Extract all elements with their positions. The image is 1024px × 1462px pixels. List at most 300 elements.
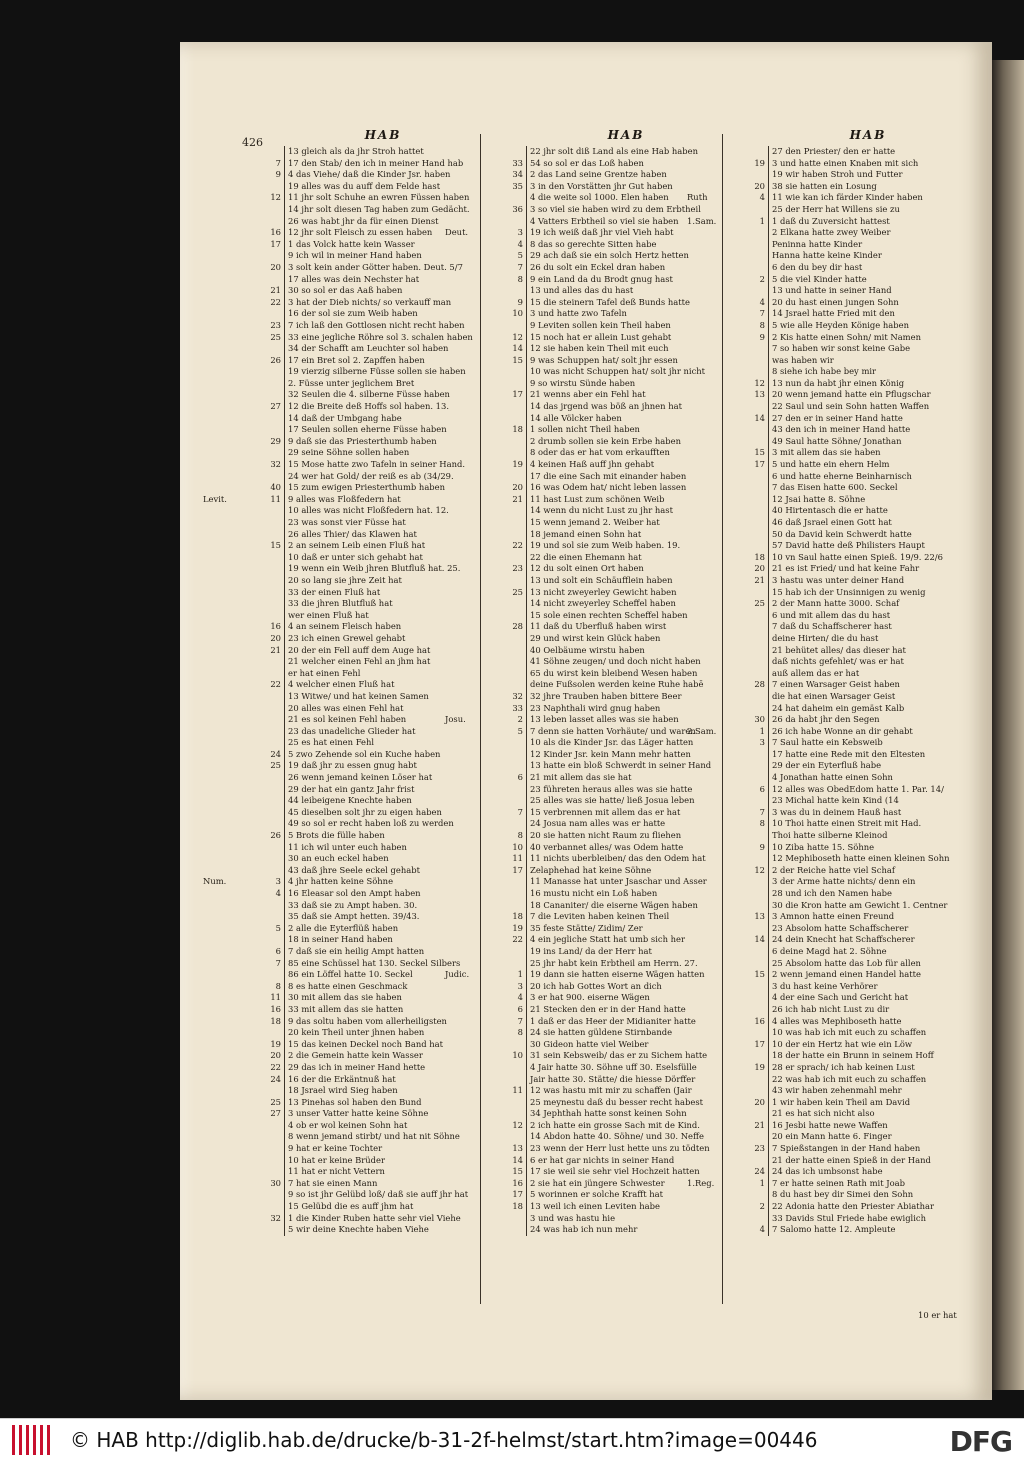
entry-text: 12 Mephiboseth hatte einen kleinen Sohn [772,853,950,864]
entry-text: 20 wenn jemand hatte ein Pflugschar [772,389,931,400]
entry-text: 23 Naphthali wird gnug haben [530,702,661,713]
entry-text: 11 wie kan ich färder Kinder haben [772,192,923,203]
chapter-number: 16 [512,1177,523,1188]
entry-text: 17 sie weil sie sehr viel Hochzeit hatten [530,1166,700,1177]
entry-text: 10 was hab ich mit euch zu schaffen [772,1027,927,1038]
entry-text: 22 die einen Ehemann hat [530,551,642,562]
entry-text: deine Fußsolen werden keine Ruhe habē [530,679,704,690]
entry-row [270,261,482,274]
entry-row [759,806,968,819]
entry-row [769,343,968,355]
entry-text: 14 Jsrael hatte Fried mit den [772,308,895,319]
entry-row [285,818,482,830]
entry-row [527,946,726,958]
entry-row [270,354,482,367]
entry-row [769,749,968,761]
entry-text: 10 vn Saul hatte einen Spieß. 19/9. 22/6 [772,551,943,562]
entry-text: 2 an seinem Leib einen Fluß hat [288,540,426,551]
entry-row [285,900,482,912]
entry-row [285,703,482,715]
entry-text: 12 Kinder Jsr. kein Mann mehr hatten [530,748,691,759]
entry-text: 29 seine Söhne sollen haben [288,447,410,458]
entry-text: 8 wenn jemand stirbt/ und hat nit Söhne [288,1131,460,1142]
entry-text: 4 Jonathan hatte einen Sohn [772,772,893,783]
entry-text: 13 und alles das du hast [530,285,634,296]
entry-list [687,146,968,1236]
chapter-number: 7 [275,157,281,168]
chapter-number: 3 [517,980,523,991]
entry-text: 5 und hatte ein ehern Helm [772,459,890,470]
chapter-number: 25 [270,760,281,771]
chapter-number: 14 [512,1154,523,1165]
entry-text: 35 daß sie Ampt hetten. 39/43. [288,911,420,922]
entry-text: die hat einen Warsager Geist [772,690,896,701]
entry-row [275,957,482,970]
entry-text: 23 wenn der Herr lust hette uns zu tödten [530,1143,710,1154]
entry-row [759,319,968,332]
entry-text: 1 daß er das Heer der Midianiter hatte [530,1015,696,1026]
entry-row [754,864,968,877]
entry-text: 6 er hat gar nichts in seiner Hand [530,1154,675,1165]
entry-row [759,841,968,854]
entry-text: 9 ich wil in meiner Hand haben [288,250,422,261]
chapter-number: 22 [270,1061,281,1072]
chapter-number: 20 [270,261,281,272]
entry-row [512,169,726,181]
entry-row [270,1003,482,1016]
chapter-number: 22 [512,540,523,551]
entry-row [517,261,726,274]
entry-text: 9 so wirstu Sünde haben [530,377,636,388]
entry-text: 5 worinnen er solche Krafft hat [530,1189,664,1200]
entry-text: 34 der Schafft am Leuchter sol haben [288,343,449,354]
entry-row [759,273,968,286]
chapter-number: 21 [512,493,523,504]
entry-text: 14 daß der Umbgang habe [288,412,402,423]
entry-text: 3 mit allem das sie haben [772,447,881,458]
entry-row [270,1096,482,1109]
chapter-number: 11 [270,493,281,504]
entry-text: 1 wir haben kein Theil am David [772,1096,911,1107]
entry-row [754,598,968,610]
entry-row [527,1097,726,1109]
entry-text: 21 es hat sich nicht also [772,1108,875,1119]
entry-row [687,725,968,738]
entry-text: 12 alles was ObedEdom hatte 1. Par. 14/ [772,783,944,794]
chapter-number: 17 [270,238,281,249]
entry-text: 4 das Viehe/ daß die Kinder Jsr. haben [288,169,451,180]
entry-text: 3 der Arme hatte nichts/ denn ein [772,876,916,887]
entry-row [769,169,968,181]
entry-text: 26 ich hab nicht Lust zu dir [772,1003,890,1014]
entry-row [687,192,968,204]
entry-row [527,749,726,761]
chapter-number: 12 [754,377,765,388]
entry-text: 15 Mose hatte zwo Tafeln in seiner Hand. [288,459,465,470]
entry-row [754,447,968,459]
chapter-number: 32 [512,690,523,701]
entry-row [270,238,482,251]
entry-text: 43 wir haben zehenmahl mehr [772,1085,902,1096]
entry-list [203,146,482,1236]
entry-row [527,1213,726,1225]
entry-row [512,621,726,633]
entry-text: 28 und ich den Namen habe [772,888,892,898]
entry-text: 16 der die Erkäntnuß hat [288,1073,396,1084]
chapter-number: 24 [270,1073,281,1084]
entry-row [769,772,968,784]
entry-text: 65 du wirst kein bleibend Wesen haben [530,667,698,678]
entry-text: wer einen Fluß hat [288,609,369,620]
entry-text: 40 Oelbäume wirstu haben [530,644,645,655]
entry-row [527,447,726,459]
chapter-number: 5 [517,250,523,261]
entry-text: 14 das jrgend was böß an jhnen hat [530,401,682,412]
entry-row [512,308,726,320]
entry-text: 8 siehe ich habe bey mir [772,366,877,377]
chapter-number: 24 [754,1166,765,1177]
entry-text: 86 ein Löffel hatte 10. Seckel [288,969,413,980]
entry-row [512,1143,726,1155]
entry-text: 11 hat er nicht Vettern [288,1166,385,1177]
entry-row [754,377,968,390]
entry-row [527,320,726,332]
book-abbrev: Levit. [203,493,227,504]
entry-text: 1 die Kinder Ruben hatte sehr viel Viehe [288,1212,461,1223]
entry-text: 14 nicht zweyerley Scheffel haben [530,598,676,609]
entry-row [285,807,482,819]
entry-row [512,343,726,355]
entry-row [769,795,968,807]
entry-text: 21 mit allem das sie hat [530,772,632,783]
entry-text: 13 hatte ein bloß Schwerdt in seiner Hand [530,760,712,771]
entry-text: 17 die eine Sach mit einander haben [530,470,687,481]
entry-row [769,250,968,262]
entry-row [512,1166,726,1178]
entry-text: 33 Davids Stul Friede habe ewiglich [772,1212,926,1223]
entry-row [754,679,968,691]
entry-row [754,1015,968,1028]
entry-text: 3 und hatte einen Knaben mit sich [772,157,919,168]
entry-text: 10 als die Kinder Jsr. das Läger hatten [530,737,694,748]
entry-text: 31 sein Kebsweib/ das er zu Sichem hatte [530,1050,708,1061]
entry-text: 20 ich hab Gottes Wort an dich [530,980,662,991]
chapter-number: 5 [275,922,281,933]
entry-text: 6 und mit allem das du hast [772,609,891,620]
entry-text: 40 verbannet alles/ was Odem hatte [530,841,684,852]
entry-text: 44 leibeigene Knechte haben [288,795,412,806]
entry-row [285,250,482,262]
entry-text: 7 Saul hatte ein Kebsweib [772,737,883,748]
chapter-number: 18 [512,911,523,922]
entry-text: 38 sie hatten ein Losung [772,180,877,191]
chapter-number: 7 [759,308,765,319]
chapter-number: 16 [270,1003,281,1014]
chapter-number: 33 [512,157,523,168]
entry-text: 13 gleich als da jhr Stroh hattet [288,146,424,156]
entry-row [275,922,482,935]
entry-text: 21 es ist Fried/ und hat keine Fahr [772,563,920,574]
entry-text: 14 Abdon hatte 40. Söhne/ und 30. Neffe [530,1131,704,1142]
entry-row [754,180,968,193]
entry-text: 30 Gideon hatte viel Weiber [530,1038,649,1049]
chapter-number: 25 [754,598,765,609]
entry-text: 26 du solt ein Eckel dran haben [530,261,666,272]
chapter-number: 6 [517,772,523,783]
entry-text: 20 ein Mann hatte 6. Finger [772,1131,892,1142]
entry-text: 25 alles was sie hatte/ ließ Josua leben [530,795,695,806]
entry-text: 17 den Stab/ den ich in meiner Hand hab [288,157,464,168]
entry-row [769,471,968,483]
entry-text: 2 alle die Eyterflüß haben [288,922,399,933]
entry-text: 29 und wirst kein Glück haben [530,632,661,643]
entry-row [285,1166,482,1178]
entry-text: 22 was hab ich mit euch zu schaffen [772,1073,927,1084]
entry-text: 4 ob er wol keinen Sohn hat [288,1119,408,1130]
entry-text: 7 so haben wir sonst keine Gabe [772,343,911,354]
entry-row [527,876,726,888]
entry-row [527,645,726,657]
chapter-number: 40 [270,482,281,493]
entry-row [203,876,482,888]
entry-row [769,1050,968,1062]
chapter-number: 14 [512,343,523,354]
chapter-number: 7 [517,806,523,817]
hab-logo-icon[interactable] [10,1425,50,1455]
entry-text: 13 nun da habt jhr einen König [772,377,905,388]
entry-text: 16 Jesbi hatte newe Waffen [772,1119,888,1130]
entry-text: 19 vierzig silberne Füsse sollen sie haben [288,366,466,377]
chapter-number: 30 [270,1177,281,1188]
entry-row [270,319,482,332]
entry-text: 4 Vatters Erbtheil so viel sie haben [530,215,679,226]
entry-row [270,748,482,761]
book-abbrev: Deut. [445,227,469,238]
chapter-number: 25 [512,586,523,597]
entry-text: 30 die Kron hatte am Gewicht 1. Centner [772,899,948,910]
entry-row [445,714,726,726]
chapter-number: 23 [512,563,523,574]
entry-text: 3 so viel sie haben wird zu dem Erbtheil [530,203,701,214]
entry-text: 5 die viel Kinder hatte [772,273,867,284]
entry-row [527,378,726,390]
entry-text: 25 der Herr hat Willens sie zu [772,203,900,214]
entry-row [517,1003,726,1016]
chapter-number: 35 [512,180,523,191]
entry-text: 18 in seiner Hand haben [288,934,393,945]
entry-row [285,216,482,228]
entry-text: 19 daß jhr zu essen gnug habt [288,760,417,771]
entry-row [285,343,482,355]
entry-row [512,1050,726,1062]
chapter-number: 12 [512,1119,523,1130]
entry-text: 4 die weite sol 1000. Elen haben [530,192,669,203]
chapter-number: 11 [512,853,523,864]
entry-text: 3 Amnon hatte einen Freund [772,911,895,922]
entry-row [527,760,726,772]
entry-row [527,784,726,796]
entry-row [759,308,968,320]
chapter-number: 8 [517,273,523,284]
entry-text: 30 mit allem das sie haben [288,992,402,1003]
entry-text: 12 Jsai hatte 8. Söhne [772,493,866,504]
entry-row [769,610,968,622]
column-head: HAB [364,128,402,142]
entry-text: 33 mit allem das sie hatten [288,1003,404,1014]
page-number: 426 [242,136,263,149]
chapter-number: 30 [754,714,765,725]
entry-row [769,482,968,494]
entry-row [527,413,726,425]
entry-text: 8 oder das er hat vom erkaufften [530,447,670,458]
entry-row [527,436,726,448]
entry-text: was haben wir [772,354,834,365]
entry-row [527,737,726,749]
dfg-logo[interactable]: DFG [949,1425,1012,1458]
entry-text: 2 der Reiche hatte viel Schaf [772,864,895,875]
entry-text: 33 der einen Fluß hat [288,586,381,597]
entry-row [769,262,968,274]
entry-text: 15 zum ewigen Priesterthumb haben [288,482,446,493]
entry-text: 17 alles was dein Nechster hat [288,273,420,284]
entry-text: 11 daß du Uberfluß haben wirst [530,621,667,632]
entry-text: 26 ich habe Wonne an dir gehabt [772,725,913,736]
entry-row [285,413,482,425]
entry-row [769,1004,968,1016]
entry-text: 22 jhr solt diß Land als eine Hab haben [530,146,698,156]
entry-text: 6 und hatte eherne Beinharnisch [772,470,912,481]
entry-text: 4 keinen Haß auff jhn gehabt [530,459,655,470]
entry-row [769,1131,968,1143]
entry-row [270,1061,482,1074]
chapter-number: 1 [759,725,765,736]
entry-text: 1 sollen nicht Theil haben [530,424,640,435]
entry-text: 17 Seulen sollen eherne Füsse haben [288,424,447,435]
column-head: HAB [607,128,645,142]
entry-text: 10 Ziba hatte 15. Söhne [772,841,875,852]
chapter-number: 20 [754,563,765,574]
entry-row [285,505,482,517]
entry-row [512,853,726,865]
chapter-number: 8 [759,319,765,330]
chapter-number: 32 [270,459,281,470]
chapter-number: 4 [759,1224,765,1235]
entry-row [270,331,482,344]
entry-text: 3 er hat 900. eiserne Wägen [530,992,650,1003]
entry-row [754,1166,968,1178]
entry-row [754,1038,968,1051]
entry-row [285,1224,482,1236]
entry-row [270,540,482,552]
entry-row [270,296,482,309]
entry-row [285,1189,482,1201]
entry-row [769,1027,968,1039]
entry-text: 29 ach daß sie ein solch Hertz hetten [530,250,689,261]
entry-text: 26 da habt jhr den Segen [772,714,880,725]
chapter-number: 15 [270,540,281,551]
book-abbrev: Ruth [687,192,708,203]
entry-text: 9 so ist jhr Gelübd loß/ daß sie auff jhr hat [288,1189,469,1200]
entry-text: 7 denn sie hatten Vorhäute/ und waren [530,725,696,736]
entry-row [527,1131,726,1143]
entry-row [285,1131,482,1143]
concordance-column-3 [687,128,968,1236]
entry-text: 24 sie hatten güldene Stirnbande [530,1027,673,1038]
entry-row [285,366,482,378]
entry-row [769,621,968,633]
entry-text: 5 zwo Zehende sol ein Kuche haben [288,748,441,759]
entry-text: Thoi hatte silberne Kleinod [772,830,888,841]
copyright-url[interactable]: © HAB http://diglib.hab.de/drucke/b-31-2f-helmst/start.htm?image=00446 [70,1428,818,1452]
chapter-number: 15 [754,447,765,458]
entry-row [285,865,482,877]
chapter-number: 8 [517,1027,523,1038]
entry-list [445,146,726,1236]
entry-row [769,760,968,772]
entry-text: 23 führeten heraus alles was sie hatte [530,783,693,794]
entry-text: 1 das Volck hatte kein Wasser [288,238,415,249]
entry-row [527,679,726,691]
entry-text: 26 alles Thier/ das Klawen hat [288,528,417,539]
entry-text: 25 meynestu daß du besser recht habest [530,1096,704,1107]
entry-text: 27 den Priester/ den er hatte [772,146,896,156]
column-head: HAB [849,128,887,142]
entry-text: 4 der eine Sach und Gericht hat [772,992,909,1003]
entry-text: 19 ins Land/ da der Herr hat [530,945,652,956]
entry-text: 24 Josua nam alles was er hatte [530,818,666,829]
entry-row [527,795,726,807]
entry-row [769,1074,968,1086]
entry-text: 11 nichts uberbleiben/ das den Odem hat [530,853,706,864]
entry-text: 2 Kis hatte einen Sohn/ mit Namen [772,331,921,342]
entry-row [527,1074,726,1086]
entry-text: 2 ich hatte ein grosse Sach mit de Kind. [530,1119,700,1130]
entry-row [270,1015,482,1028]
entry-row [769,923,968,935]
entry-row [759,1224,968,1236]
chapter-number: 18 [754,551,765,562]
entry-text: 24 hat daheim ein gemäst Kalb [772,702,905,713]
entry-row [527,552,726,564]
entry-row [759,737,968,749]
entry-row [527,888,726,900]
entry-text: 7 einen Warsager Geist haben [772,679,900,690]
entry-row [759,818,968,830]
entry-text: 7 Spießstangen in der Hand haben [772,1143,921,1154]
entry-text: 30 so sol er das Aaß haben [288,285,403,296]
entry-row [270,760,482,772]
entry-text: 30 an euch eckel haben [288,853,389,864]
chapter-number: 5 [517,725,523,736]
entry-row [285,772,482,784]
entry-row [754,911,968,923]
entry-text: 22 Saul und sein Sohn hatten Waffen [772,401,930,412]
entry-row [769,355,968,367]
entry-row [285,784,482,796]
entry-row [275,888,482,900]
entry-text: 24 das ich umbsonst habe [772,1166,883,1177]
entry-text: 10 hat er keine Brüder [288,1154,385,1165]
entry-row [285,726,482,738]
entry-text: 35 feste Stätte/ Zidim/ Zer [530,922,643,933]
entry-row [270,679,482,691]
entry-text: 25 jhr habt kein Erbtheil am Herrn. 27. [530,957,698,968]
entry-row [517,772,726,784]
entry-row [285,1085,482,1097]
entry-row [527,146,726,158]
entry-row [769,668,968,680]
entry-row [270,1212,482,1225]
